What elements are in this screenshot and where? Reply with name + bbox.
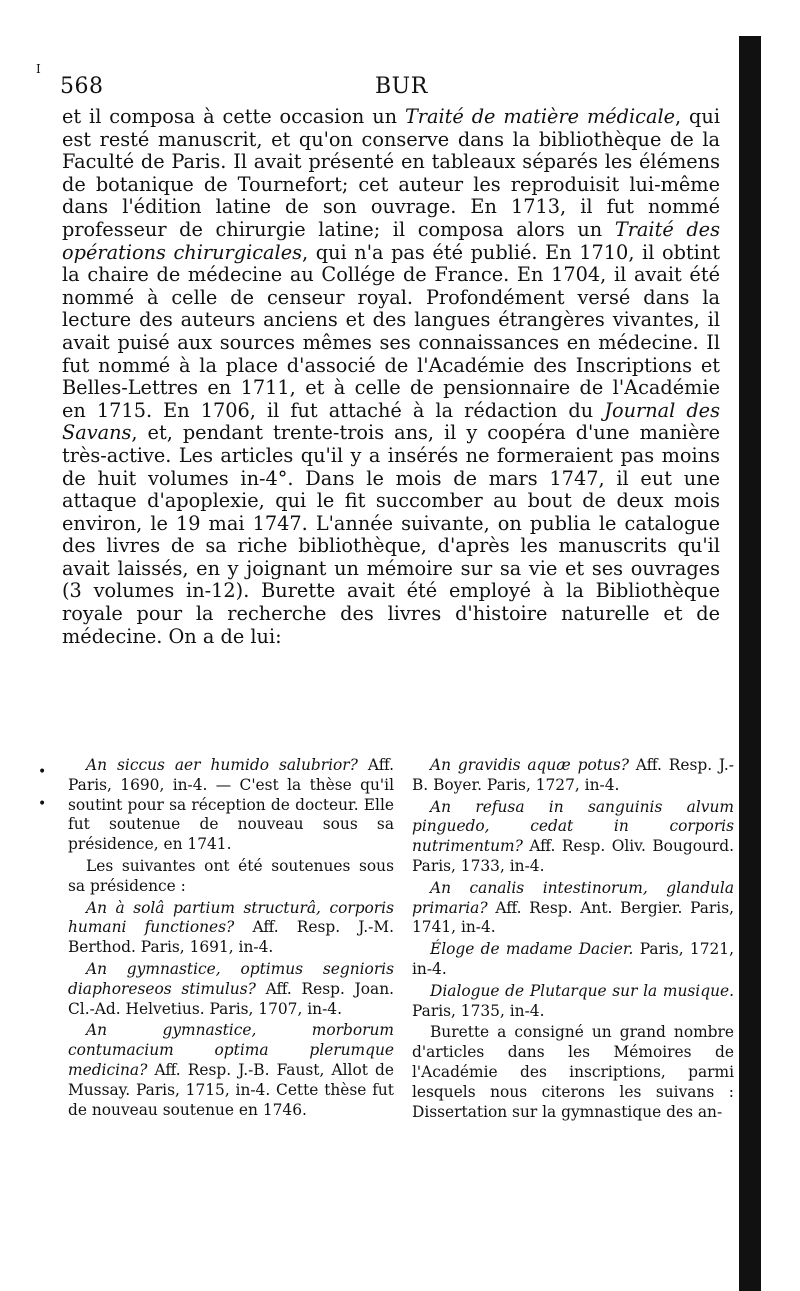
bib-entry bbox=[68, 899, 394, 958]
main-paragraph bbox=[62, 106, 720, 648]
body-text-1: et il composa à cette occasion un bbox=[62, 105, 405, 128]
entry-text: Aff. Resp. J.-M. Berthod. Paris, 1691, in-4. bbox=[68, 918, 394, 957]
entry-text: Aff. Resp. Joan. Cl.-Ad. Helvetius. Paris, 1707, in-4. bbox=[68, 979, 394, 1018]
scan-edge-bar bbox=[739, 36, 761, 1291]
entry-title: An à solâ partium structurâ, corporis humani functiones? bbox=[68, 898, 394, 937]
entry-text: Paris, 1735, in-4. bbox=[412, 1001, 545, 1020]
entry-title: Éloge de madame Dacier. bbox=[430, 940, 634, 959]
entry-title: An gymnastice, optimus segnioris diaphoreseos stimulus? bbox=[68, 959, 394, 998]
bibliography-columns bbox=[38, 756, 734, 1216]
title-journal: Journal des Savans bbox=[62, 398, 720, 445]
margin-mark: I bbox=[36, 62, 41, 76]
body-text-3: , qui n'a pas été publié. En 1710, il obtint la chaire de médecine au Collége de France. En 1704, il avait été nommé à celle de censeur royal. Profondément versé dans la lecture des auteurs anciens et des langues étrangères vivantes, il avait puisé aux sources mêmes ses connaissances en médecine. Il fut nommé à la place d'associé de l'Académie des Inscriptions et Belles-Lettres en 1711, et à celle de pensionnaire de l'Académie en 1715. En 1706, il fut attaché à la rédaction du bbox=[62, 240, 721, 422]
bib-entry bbox=[412, 982, 734, 1022]
entry-text: Les suivantes ont été soutenues sous sa présidence : bbox=[68, 856, 394, 895]
bib-entry bbox=[412, 879, 734, 938]
left-column bbox=[68, 756, 394, 1122]
bib-entry bbox=[68, 960, 394, 1019]
body-text-2: , qui est resté manuscrit, et qu'on conserve dans la bibliothèque de la Faculté de Paris. Il avait présenté en tableaux séparés les élémens de botanique de Tournefort; cet auteur les reproduisit lui-même dans l'édition latine de son ouvrage. En 1713, il fut nommé professeur de chirurgie latine; il composa alors un bbox=[62, 105, 720, 241]
entry-title: An gymnastice, morborum contumacium optima plerumque medicina? bbox=[68, 1021, 394, 1079]
entry-text: Burette a consigné un grand nombre d'articles dans les Mémoires de l'Académie des inscriptions, parmi lesquels nous citerons les suivans : Dissertation sur la gymnastique des an- bbox=[412, 1023, 734, 1121]
title-operations: Traité des opérations chirurgicales bbox=[62, 217, 720, 264]
entry-text: Aff. Resp. Ant. Bergier. Paris, 1741, in-4. bbox=[412, 898, 734, 937]
margin-bullet: • bbox=[38, 764, 47, 780]
entry-title: An refusa in sanguinis alvum pinguedo, cedat in corporis nutrimentum? bbox=[412, 797, 734, 856]
bib-entry bbox=[412, 798, 734, 877]
margin-bullet: • bbox=[38, 796, 47, 812]
entry-title: Dialogue de Plutarque sur la musique. bbox=[430, 981, 734, 1000]
entry-title: An canalis intestinorum, glandula primaria? bbox=[412, 878, 734, 917]
bib-entry bbox=[68, 756, 394, 855]
bib-entry bbox=[412, 756, 734, 796]
entry-text: Aff. Resp. J.-B. Boyer. Paris, 1727, in-4. bbox=[412, 756, 734, 794]
entry-text: Aff. Resp. Oliv. Bougourd. Paris, 1733, in-4. bbox=[412, 837, 734, 875]
page-number: 568 bbox=[60, 74, 104, 99]
bib-entry bbox=[68, 1021, 394, 1120]
body-text-4: , et, pendant trente-trois ans, il y coopéra d'une manière très-active. Les articles qu'il y a insérés ne formeraient pas moins de huit volumes in-4°. Dans le mois de mars 1747, il eut une attaque d'apoplexie, qui le fit succomber au bout de deux mois environ, le 19 mai 1747. L'année suivante, on publia le catalogue des livres de sa riche bibliothèque, d'après les manuscrits qu'il avait laissés, en y joignant un mémoire sur sa vie et ses ouvrages (3 volumes in-12). Burette avait été employé à la Bibliothèque royale pour la recherche des livres d'histoire naturelle et de médecine. On a de lui: bbox=[62, 421, 720, 648]
bib-entry bbox=[412, 1023, 734, 1122]
entry-title: An siccus aer humido salubrior? bbox=[86, 756, 358, 774]
running-head: BUR bbox=[375, 74, 428, 99]
bib-entry bbox=[412, 940, 734, 980]
entry-text: Paris, 1721, in-4. bbox=[412, 940, 734, 978]
page-header bbox=[60, 74, 715, 106]
right-column bbox=[412, 756, 734, 1124]
entry-title: An gravidis aquæ potus? bbox=[430, 756, 629, 774]
entry-text: Aff. Paris, 1690, in-4. — C'est la thèse qu'il soutint pour sa réception de docteur. Elle fut soutenue de nouveau sous sa présidence, en 1741. bbox=[68, 756, 395, 854]
entry-text: Aff. Resp. J.-B. Faust, Allot de Mussay. Paris, 1715, in-4. Cette thèse fut de nouveau soutenue en 1746. bbox=[68, 1060, 394, 1119]
bib-entry bbox=[68, 857, 394, 897]
title-matiere-medicale: Traité de matière médicale bbox=[404, 105, 676, 128]
